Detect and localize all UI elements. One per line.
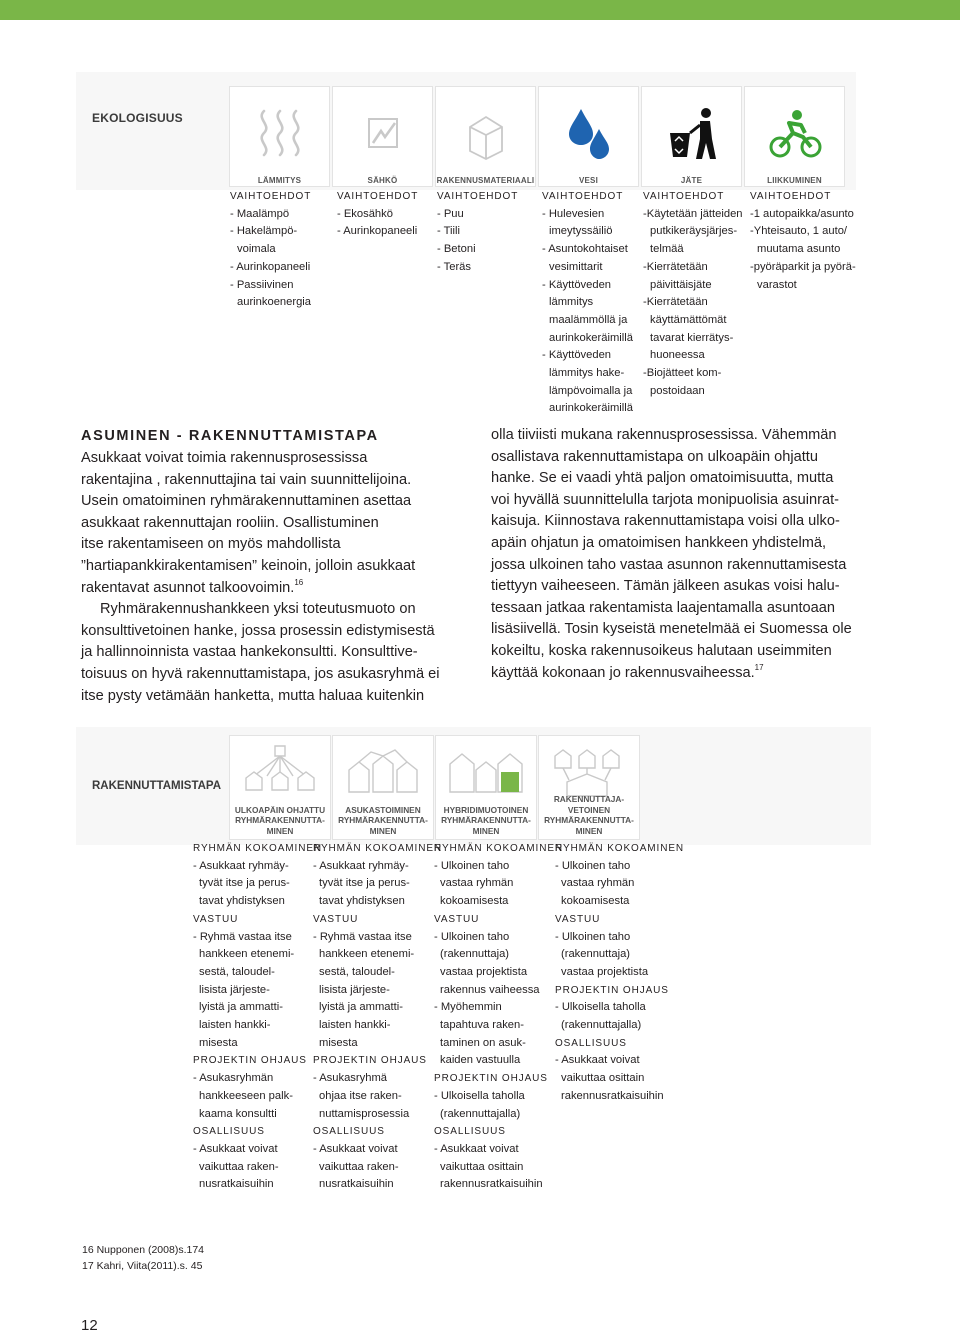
detail-line: - Ulkoisella taholla bbox=[555, 1001, 646, 1014]
option-line: -Biojätteet kom- bbox=[643, 367, 722, 380]
detail-line: misesta bbox=[319, 1036, 358, 1049]
option-line: -Kierrätetään bbox=[643, 296, 708, 309]
detail-line: vastaa projektista bbox=[440, 965, 528, 978]
text-line: Usein omatoiminen ryhmärakennuttaminen asettaa bbox=[81, 493, 412, 510]
option-line: maalämmöllä ja bbox=[549, 313, 628, 326]
detail-line: tyvät itse ja perus- bbox=[319, 877, 410, 890]
option-line: putkikeräysjärjes- bbox=[650, 225, 738, 238]
detail-line: lisista järjeste- bbox=[319, 983, 390, 996]
detail-line: - Myöhemmin bbox=[434, 1001, 502, 1014]
detail-line: - Asukkaat voivat bbox=[434, 1142, 519, 1155]
text-line: apäin ohjatun ja omatoimisen hankkeen yhdistelmä, bbox=[491, 534, 827, 551]
detail-line: laisten hankki- bbox=[199, 1019, 271, 1032]
detail-line: tyvät itse ja perus- bbox=[199, 877, 290, 890]
detail-line: lyistä ja ammatti- bbox=[319, 1001, 403, 1014]
row-houses-icon bbox=[343, 742, 423, 800]
heat-waves-icon bbox=[250, 103, 310, 163]
option-line: - Maalämpö bbox=[230, 207, 290, 220]
text-line: kokeiltu, koska rakennusoikeus halutaan useimmiten bbox=[491, 642, 832, 659]
detail-line: - Asukasryhmä bbox=[313, 1072, 387, 1085]
ecology-options-electricity bbox=[337, 188, 418, 241]
options-header: VAIHTOEHDOT bbox=[437, 191, 519, 202]
detail-line: - Asukkaat voivat bbox=[555, 1054, 640, 1067]
construction-details-developer-led bbox=[555, 840, 684, 1106]
detail-line: - Asukkaat ryhmäy- bbox=[313, 859, 409, 872]
detail-line: vastaa ryhmän bbox=[440, 877, 514, 890]
text-line: ”hartiapankkirakentamisen” keinoin, jolloin asukkaat bbox=[81, 557, 416, 574]
text-line: lisäsiivellä. Tosin kyseistä menetelmää ei Suomessa ole bbox=[491, 621, 852, 638]
hierarchy-houses-icon bbox=[240, 742, 320, 800]
detail-line: (rakennuttaja) bbox=[440, 948, 510, 961]
option-line: lämmitys hake- bbox=[549, 367, 625, 380]
construction-panel-label: ASUKASTOIMINEN RYHMÄRAKENNUTTA- MINEN bbox=[338, 804, 428, 836]
detail-line: - Asukasryhmän bbox=[193, 1072, 274, 1085]
detail-line: hankkeen etenemi- bbox=[199, 948, 295, 961]
ecology-options-mobility bbox=[750, 188, 856, 294]
option-line: käyttämättömät bbox=[650, 313, 727, 326]
ecology-panel-label: VESI bbox=[578, 176, 599, 185]
option-line: - Aurinkopaneeli bbox=[230, 260, 311, 273]
text-line: tiettyyn vaiheeseen. Tämän jälkeen asukas voisi halu- bbox=[491, 578, 840, 595]
construction-panel-resident-led bbox=[332, 735, 434, 840]
detail-heading: PROJEKTIN OHJAUS bbox=[193, 1055, 307, 1067]
option-line: päivittäisjäte bbox=[650, 278, 712, 291]
detail-line: vaikuttaa osittain bbox=[440, 1160, 524, 1173]
ecology-panel-heating bbox=[229, 86, 330, 187]
option-line: -Käytetään jätteiden bbox=[643, 207, 743, 220]
ecology-panel-label: SÄHKÖ bbox=[367, 176, 398, 185]
option-line: - Teräs bbox=[437, 260, 471, 273]
page-number: 12 bbox=[81, 1317, 98, 1334]
options-header: VAIHTOEHDOT bbox=[230, 191, 312, 202]
electricity-icon bbox=[353, 103, 413, 163]
detail-line: tapahtuva raken- bbox=[440, 1019, 524, 1032]
text-line: Ryhmärakennushankkeen yksi toteutusmuoto on bbox=[100, 601, 416, 618]
text-line: ja hallinnoinnista vastaa hankekonsultti. Konsulttive- bbox=[81, 644, 418, 661]
ecology-panel-mobility bbox=[744, 86, 845, 187]
detail-line: vaikuttaa osittain bbox=[561, 1072, 645, 1085]
option-line: - Ekosähkö bbox=[337, 207, 393, 220]
detail-line: lisista järjeste- bbox=[199, 983, 270, 996]
detail-line: - Asukkaat ryhmäy- bbox=[193, 859, 289, 872]
option-line: - Passiivinen bbox=[230, 278, 294, 291]
detail-heading: RYHMÄN KOKOAMINEN bbox=[193, 843, 323, 854]
text-line: asukkaat rakennuttajan rooliin. Osallistuminen bbox=[81, 514, 379, 531]
option-line: varastot bbox=[757, 278, 797, 291]
option-line: imeytyssäiliö bbox=[549, 225, 613, 238]
option-line: -Yhteisauto, 1 auto/ bbox=[750, 225, 848, 238]
ecology-panel-label: LIIKKUMINEN bbox=[767, 176, 822, 185]
text-line: konsulttivetoinen hanke, jossa prosessin edistymisestä bbox=[81, 622, 435, 639]
text-line: Asukkaat voivat toimia rakennusprosessissa bbox=[81, 450, 368, 466]
detail-line: (rakennuttajalla) bbox=[561, 1019, 642, 1032]
detail-line: kaama konsultti bbox=[199, 1107, 277, 1120]
option-line: - Hulevesien bbox=[542, 207, 605, 220]
options-header: VAIHTOEHDOT bbox=[750, 191, 832, 202]
construction-details-externally-led bbox=[193, 840, 322, 1194]
detail-line: rakennus vaiheessa bbox=[440, 983, 540, 996]
detail-heading: RYHMÄN KOKOAMINEN bbox=[555, 843, 685, 854]
ecology-figure-title: EKOLOGISUUS bbox=[92, 111, 183, 125]
detail-heading: OSALLISUUS bbox=[555, 1037, 627, 1049]
option-line: - Betoni bbox=[437, 243, 476, 256]
detail-heading: PROJEKTIN OHJAUS bbox=[313, 1055, 427, 1067]
construction-panel-hybrid bbox=[435, 735, 537, 840]
ecology-panel-electricity bbox=[332, 86, 433, 187]
detail-line: nusratkaisuihin bbox=[199, 1178, 274, 1191]
detail-heading: VASTUU bbox=[193, 913, 239, 925]
text-line: hanke. Se ei vaadi yhtä paljon omatoimisuutta, mutta bbox=[491, 470, 834, 487]
detail-line: vaikuttaa raken- bbox=[319, 1160, 399, 1173]
detail-line: sestä, taloudel- bbox=[199, 965, 275, 978]
detail-line: tavat yhdistyksen bbox=[199, 895, 285, 908]
option-line: - Käyttöveden bbox=[542, 349, 612, 362]
detail-heading: VASTUU bbox=[555, 913, 601, 925]
detail-line: - Ulkoinen taho bbox=[555, 930, 631, 943]
detail-line: - Ryhmä vastaa itse bbox=[193, 930, 292, 943]
ecology-panel-label: RAKENNUSMATERIAALI bbox=[436, 176, 535, 185]
footnotes bbox=[82, 1243, 204, 1274]
option-line: aurinkokeräimillä bbox=[549, 402, 633, 415]
detail-line: taminen on asuk- bbox=[440, 1036, 526, 1049]
option-line: huoneessa bbox=[650, 349, 705, 362]
text-line: rakentavat asunnot talkoovoimin.$^{16}$ bbox=[81, 577, 304, 596]
construction-panel-label: RAKENNUTTAJA- VETOINEN RYHMÄRAKENNUTTA- MINEN bbox=[544, 794, 634, 836]
text-line: itse rakentamiseen on myös mahdollista bbox=[81, 536, 341, 553]
detail-line: hankkeen etenemi- bbox=[319, 948, 415, 961]
option-line: - Puu bbox=[437, 207, 464, 220]
detail-line: rakennusratkaisuihin bbox=[440, 1178, 543, 1191]
detail-line: vaikuttaa raken- bbox=[199, 1160, 279, 1173]
ecology-options-waste bbox=[643, 188, 743, 400]
section-heading: ASUMINEN - RAKENNUTTAMISTAPA bbox=[81, 428, 379, 444]
detail-heading: OSALLISUUS bbox=[434, 1126, 506, 1138]
option-line: aurinkoenergia bbox=[237, 296, 312, 309]
ecology-options-material bbox=[437, 188, 518, 277]
text-line: käyttää kokonaan jo rakennusvaiheessa.$^{17}$ bbox=[491, 662, 764, 681]
ecology-panel-label: LÄMMITYS bbox=[257, 176, 302, 185]
body-text-left-column bbox=[81, 448, 440, 707]
detail-line: kokoamisesta bbox=[440, 895, 509, 908]
text-line: kaisuja. Kiinnostava rakennuttamistapa voisi olla ulko- bbox=[491, 513, 840, 530]
water-drops-icon bbox=[559, 103, 619, 163]
ecology-panel-water bbox=[538, 86, 639, 187]
detail-line: tavat yhdistyksen bbox=[319, 895, 405, 908]
construction-panel-externally-led bbox=[229, 735, 331, 840]
construction-figure-title: RAKENNUTTAMISTAPA bbox=[92, 780, 222, 792]
option-line: vesimittarit bbox=[549, 260, 603, 273]
ecology-options-water bbox=[542, 188, 633, 418]
text-line: toisuus on hyvä rakennuttamistapa, jos asukasryhmä ei bbox=[81, 665, 440, 682]
construction-details-resident-led bbox=[313, 840, 442, 1194]
developer-houses-icon bbox=[549, 742, 629, 800]
detail-line: kokoamisesta bbox=[561, 895, 630, 908]
option-line: -Kierrätetään bbox=[643, 260, 708, 273]
construction-panel-label: ULKOAPÄIN OHJATTU RYHMÄRAKENNUTTA- MINEN bbox=[234, 804, 326, 836]
detail-line: - Asukkaat voivat bbox=[193, 1142, 278, 1155]
ecology-panel-material bbox=[435, 86, 536, 187]
text-line: osallistava rakennuttamistapa on ulkoapäin ohjattu bbox=[491, 448, 818, 465]
footnote: 16 Nupponen (2008)s.174 bbox=[82, 1244, 205, 1256]
footnote: 17 Kahri, Viita(2011).s. 45 bbox=[82, 1259, 203, 1272]
top-green-bar bbox=[0, 0, 960, 20]
detail-line: - Ulkoinen taho bbox=[555, 859, 631, 872]
construction-details-hybrid bbox=[434, 840, 563, 1194]
option-line: -pyöräparkit ja pyörä- bbox=[750, 260, 856, 273]
detail-line: laisten hankki- bbox=[319, 1019, 391, 1032]
options-header: VAIHTOEHDOT bbox=[542, 191, 624, 202]
detail-heading: VASTUU bbox=[434, 913, 480, 925]
option-line: aurinkokeräimillä bbox=[549, 331, 633, 344]
detail-line: nusratkaisuihin bbox=[319, 1178, 394, 1191]
detail-heading: OSALLISUUS bbox=[193, 1126, 265, 1138]
footnote-reference: 16 bbox=[294, 577, 304, 587]
detail-line: hankkeeseen palk- bbox=[199, 1089, 293, 1102]
option-line: tavarat kierrätys- bbox=[650, 331, 734, 344]
text-line: rakentajina , rakennuttajina tai vain suunnittelijoina. bbox=[81, 471, 412, 488]
detail-heading: PROJEKTIN OHJAUS bbox=[434, 1073, 548, 1085]
detail-heading: RYHMÄN KOKOAMINEN bbox=[434, 843, 564, 854]
option-line: -1 autopaikka/asunto bbox=[750, 207, 854, 220]
detail-line: nuttamisprosessia bbox=[319, 1107, 410, 1120]
option-line: postoidaan bbox=[650, 384, 705, 397]
detail-line: - Ulkoinen taho bbox=[434, 859, 510, 872]
detail-line: sestä, taloudel- bbox=[319, 965, 395, 978]
text-line: jossa ulkoinen taho vastaa asunnon rakennuttamisesta bbox=[491, 556, 847, 573]
ecology-panel-label: JÄTE bbox=[680, 176, 703, 185]
detail-heading: PROJEKTIN OHJAUS bbox=[555, 984, 669, 996]
detail-line: (rakennuttaja) bbox=[561, 948, 631, 961]
detail-line: (rakennuttajalla) bbox=[440, 1107, 521, 1120]
detail-line: vastaa projektista bbox=[561, 965, 649, 978]
detail-line: ohjaa itse raken- bbox=[319, 1089, 402, 1102]
option-line: - Aurinkopaneeli bbox=[337, 225, 418, 238]
detail-line: - Ryhmä vastaa itse bbox=[313, 930, 412, 943]
option-line: telmää bbox=[650, 243, 684, 256]
text-line: olla tiiviisti mukana rakennusprosessissa. Vähemmän bbox=[491, 427, 837, 443]
option-line: voimala bbox=[237, 243, 276, 256]
detail-line: lyistä ja ammatti- bbox=[199, 1001, 283, 1014]
recycling-person-icon bbox=[662, 103, 722, 163]
detail-line: - Ulkoinen taho bbox=[434, 930, 510, 943]
ecology-panel-waste bbox=[641, 86, 742, 187]
option-line: muutama asunto bbox=[757, 243, 841, 256]
option-line: lämmitys bbox=[549, 296, 594, 309]
detail-line: misesta bbox=[199, 1036, 238, 1049]
text-line: itse pysty vetämään hanketta, mutta haluaa kuitenkin bbox=[81, 687, 425, 704]
detail-line: kaiden vastuulla bbox=[440, 1054, 521, 1067]
building-cube-icon bbox=[456, 103, 516, 163]
option-line: lämpövoimalla ja bbox=[549, 384, 633, 397]
ecology-options-heating bbox=[230, 188, 311, 312]
options-header: VAIHTOEHDOT bbox=[337, 191, 419, 202]
body-text-right-column bbox=[491, 425, 852, 684]
option-line: - Asuntokohtaiset bbox=[542, 243, 628, 256]
detail-line: vastaa ryhmän bbox=[561, 877, 635, 890]
construction-panel-developer-led bbox=[538, 735, 640, 840]
text-line: tessaan jatkaa rakentamista laajentamalla asuntoaan bbox=[491, 599, 835, 616]
detail-line: - Ulkoisella taholla bbox=[434, 1089, 525, 1102]
text-line: voi hyvällä suunnittelulla tarjota monipuolisia asuinrat- bbox=[491, 491, 840, 508]
options-header: VAIHTOEHDOT bbox=[643, 191, 725, 202]
footnote-reference: 17 bbox=[754, 662, 764, 672]
option-line: - Käyttöveden bbox=[542, 278, 612, 291]
option-line: - Hakelämpö- bbox=[230, 225, 298, 238]
cyclist-icon bbox=[765, 103, 825, 163]
option-line: - Tiili bbox=[437, 225, 460, 238]
construction-panel-label: HYBRIDIMUOTOINEN RYHMÄRAKENNUTTA- MINEN bbox=[441, 804, 531, 836]
detail-heading: OSALLISUUS bbox=[313, 1126, 385, 1138]
hybrid-houses-icon bbox=[446, 742, 526, 800]
detail-heading: VASTUU bbox=[313, 913, 359, 925]
detail-heading: RYHMÄN KOKOAMINEN bbox=[313, 843, 443, 854]
detail-line: rakennusratkaisuihin bbox=[561, 1089, 664, 1102]
detail-line: - Asukkaat voivat bbox=[313, 1142, 398, 1155]
